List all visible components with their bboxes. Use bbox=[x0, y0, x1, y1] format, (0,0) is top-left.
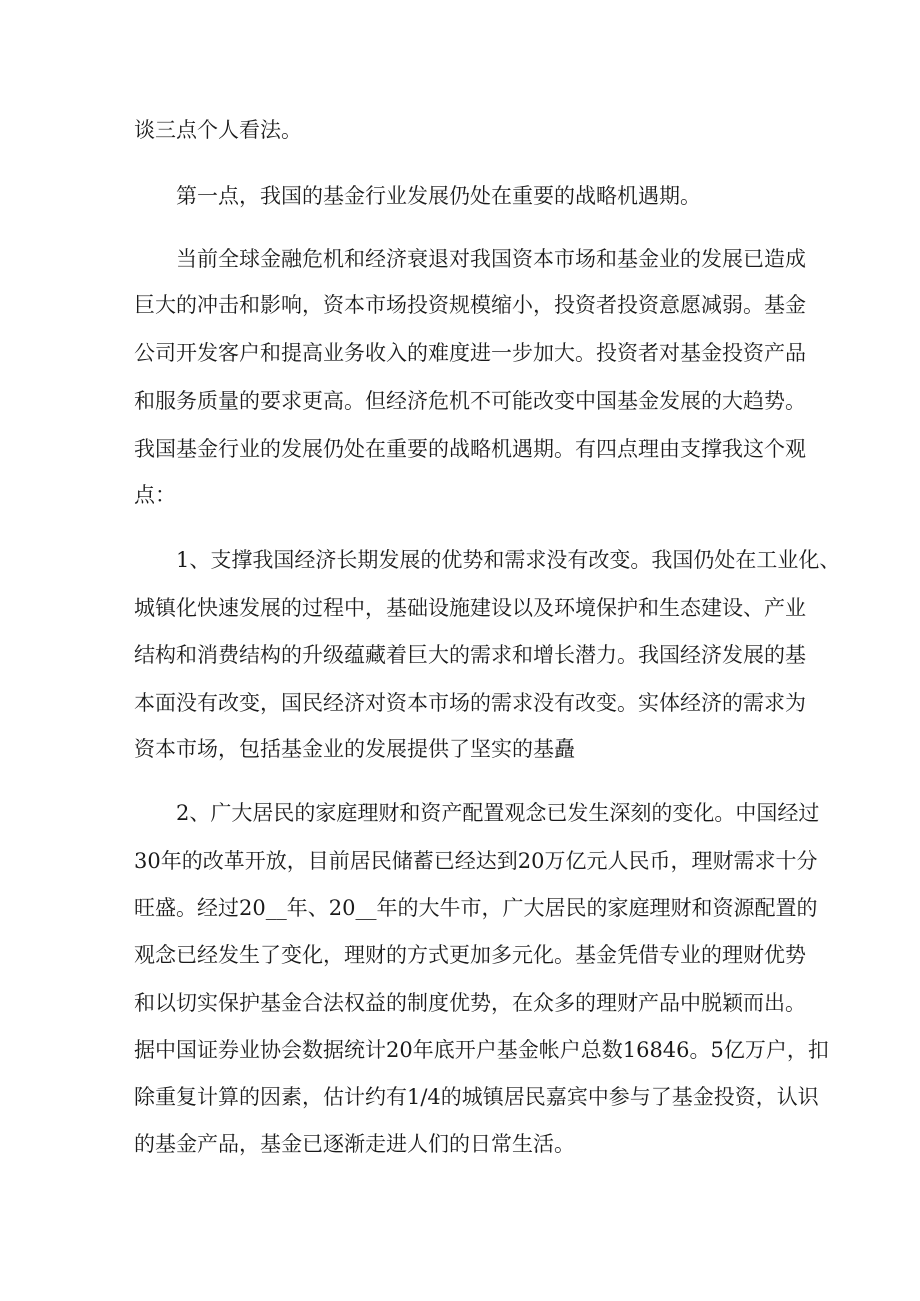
text-line: 城镇化快速发展的过程中，基础设施建设以及环境保护和生态建设、产业 bbox=[134, 596, 806, 620]
text-line: 第一点，我国的基金行业发展仍处在重要的战略机遇期。 bbox=[176, 184, 701, 208]
text-line: 谈三点个人看法。 bbox=[134, 118, 302, 142]
text-line: 本面没有改变，国民经济对资本市场的需求没有改变。实体经济的需求为 bbox=[134, 691, 806, 715]
text-line: 1、支撑我国经济长期发展的优势和需求没有改变。我国仍处在工业化、 bbox=[176, 548, 841, 572]
text-line: 结构和消费结构的升级蕴藏着巨大的需求和增长潜力。我国经济发展的基 bbox=[134, 643, 806, 667]
text-line: 公司开发客户和提高业务收入的难度进一步加大。投资者对基金投资产品 bbox=[134, 341, 806, 365]
text-line: 当前全球金融危机和经济衰退对我国资本市场和基金业的发展已造成 bbox=[176, 247, 806, 271]
text-line: 巨大的冲击和影响，资本市场投资规模缩小，投资者投资意愿减弱。基金 bbox=[134, 293, 806, 317]
text-line: 除重复计算的因素，估计约有1/4的城镇居民嘉宾中参与了基金投资，认识 bbox=[134, 1085, 819, 1109]
text-line: 点： bbox=[134, 483, 176, 507]
text-line: 和以切实保护基金合法权益的制度优势，在众多的理财产品中脱颖而出。 bbox=[134, 991, 806, 1015]
text-line: 的基金产品，基金已逐渐走进人们的日常生活。 bbox=[134, 1132, 575, 1156]
text-line: 和服务质量的要求更高。但经济危机不可能改变中国基金发展的大趋势。 bbox=[134, 389, 806, 413]
text-line: 资本市场，包括基金业的发展提供了坚实的基矗 bbox=[134, 737, 575, 761]
text-line: 旺盛。经过20__年、20__年的大牛市，广大居民的家庭理财和资源配置的 bbox=[134, 896, 818, 920]
text-line: 我国基金行业的发展仍处在重要的战略机遇期。有四点理由支撑我这个观 bbox=[134, 437, 806, 461]
text-line: 观念已经发生了变化，理财的方式更加多元化。基金凭借专业的理财优势 bbox=[134, 943, 806, 967]
text-line: 2、广大居民的家庭理财和资产配置观念已发生深刻的变化。中国经过 bbox=[176, 801, 820, 825]
text-line: 30年的改革开放，目前居民储蓄已经达到20万亿元人民币，理财需求十分 bbox=[134, 849, 818, 873]
text-line: 据中国证券业协会数据统计20年底开户基金帐户总数16846。5亿万户，扣 bbox=[134, 1038, 829, 1062]
